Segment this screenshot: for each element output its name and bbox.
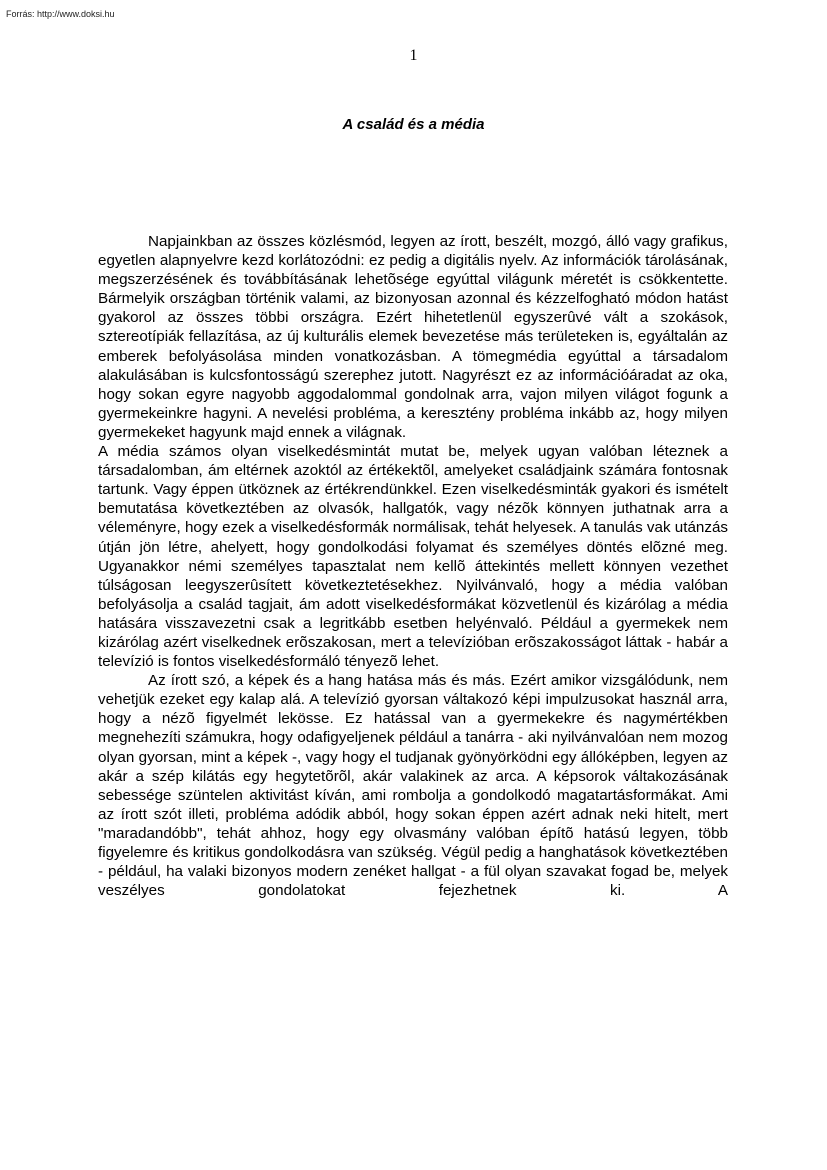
paragraph-3: Az írott szó, a képek és a hang hatása más és más. Ezért amikor vizsgálódunk, nem vehetjük ezeket egy kalap alá. A televízió gyorsan váltakozó képi impulzusokat használ arra, hogy a nézõ figyelmét lekösse. Ez hatással van a gyermekekre és nagymértékben megnehezíti számukra, hogy odafigyeljenek például a tanárra - aki nyilvánvalóan nem mozog olyan gyorsan, mint a képek -, vagy hogy el tudjanak gyönyörködni egy állóképben, legyen az akár a szép kilátás egy hegytetõrõl, akár valakinek az arca. A képsorok váltakozásának sebessége szüntelen aktivitást kíván, ami rombolja a gondolkodó magatartásformákat. Ami az írott szót illeti, probléma adódik abból, hogy sokan éppen azért adnak neki hitelt, mert "maradandóbb", tehát ahhoz, hogy egy olvasmány valóban építõ hatású legyen, több figyelemre és kritikus gondolkodásra van szükség. Végül pedig a hanghatások következtében - például, ha valaki bizonyos modern zenéket hallgat - a fül olyan szavakat fogad be, melyek veszélyes gondolatokat fejezhetnek ki. A — [98, 672, 728, 900]
page-title: A család és a média — [342, 116, 485, 133]
body-text — [98, 232, 728, 900]
page-number: 1 — [409, 47, 418, 64]
paragraph-2: A média számos olyan viselkedésmintát mutat be, melyek ugyan valóban léteznek a társadalomban, ám eltérnek azoktól az értékektõl, amelyeket családjaink számára fontosnak tartunk. Vagy éppen ütköznek az értékrendünkkel. Ezen viselkedésminták gyakori és ismételt bemutatása következtében az olvasók, hallgatók, vagy nézõk könnyen juthatnak arra a véleményre, hogy ezek a viselkedésformák normálisak, tehát helyesek. A tanulás vak utánzás útján jön létre, ahelyett, hogy gondolkodási folyamat és személyes döntés elõzné meg. Ugyanakkor némi személyes tapasztalat nem kellõ áttekintés mellett könnyen vezethet túlságosan leegyszerûsített következtetésekhez. Nyilvánvaló, hogy a média valóban befolyásolja a család tagjait, ám adott viselkedésformákat közvetlenül és kizárólag a média hatására visszavezetni csak a legritkább esetben helyénvaló. Például a gyermekek nem kizárólag azért viselkednek erõszakosan, mert a televízióban erõszakosságot láttak - habár a televízió is fontos viselkedésformáló tényezõ lehet. — [98, 443, 728, 671]
source-note: Forrás: http://www.doksi.hu — [6, 9, 115, 19]
paragraph-1: Napjainkban az összes közlésmód, legyen az írott, beszélt, mozgó, álló vagy grafikus, egyetlen alapnyelvre kezd korlátozódni: ez pedig a digitális nyelv. Az információk tárolásának, megszerzésének és továbbításának lehetõsége egyúttal világunk méretét is csökkentette. Bármelyik országban történik valami, az bizonyosan azonnal és kézzelfogható módon hatást gyakorol az összes többi országra. Ezért hihetetlenül egyszerûvé vált a szokások, sztereotípiák fellazítása, az új kulturális elemek bevezetése más területeken is, egyáltalán az emberek befolyásolása minden vonatkozásban. A tömegmédia egyúttal a társadalom alakulásában is kulcsfontosságú szerephez jutott. Nagyrészt ez az információáradat az oka, hogy sokan egyre nagyobb aggodalommal gondolnak arra, vajon milyen világot fogunk a gyermekeinkre hagyni. A nevelési probléma, a keresztény probléma inkább az, hogy milyen gyermekeket hagyunk majd ennek a világnak. — [98, 233, 728, 441]
